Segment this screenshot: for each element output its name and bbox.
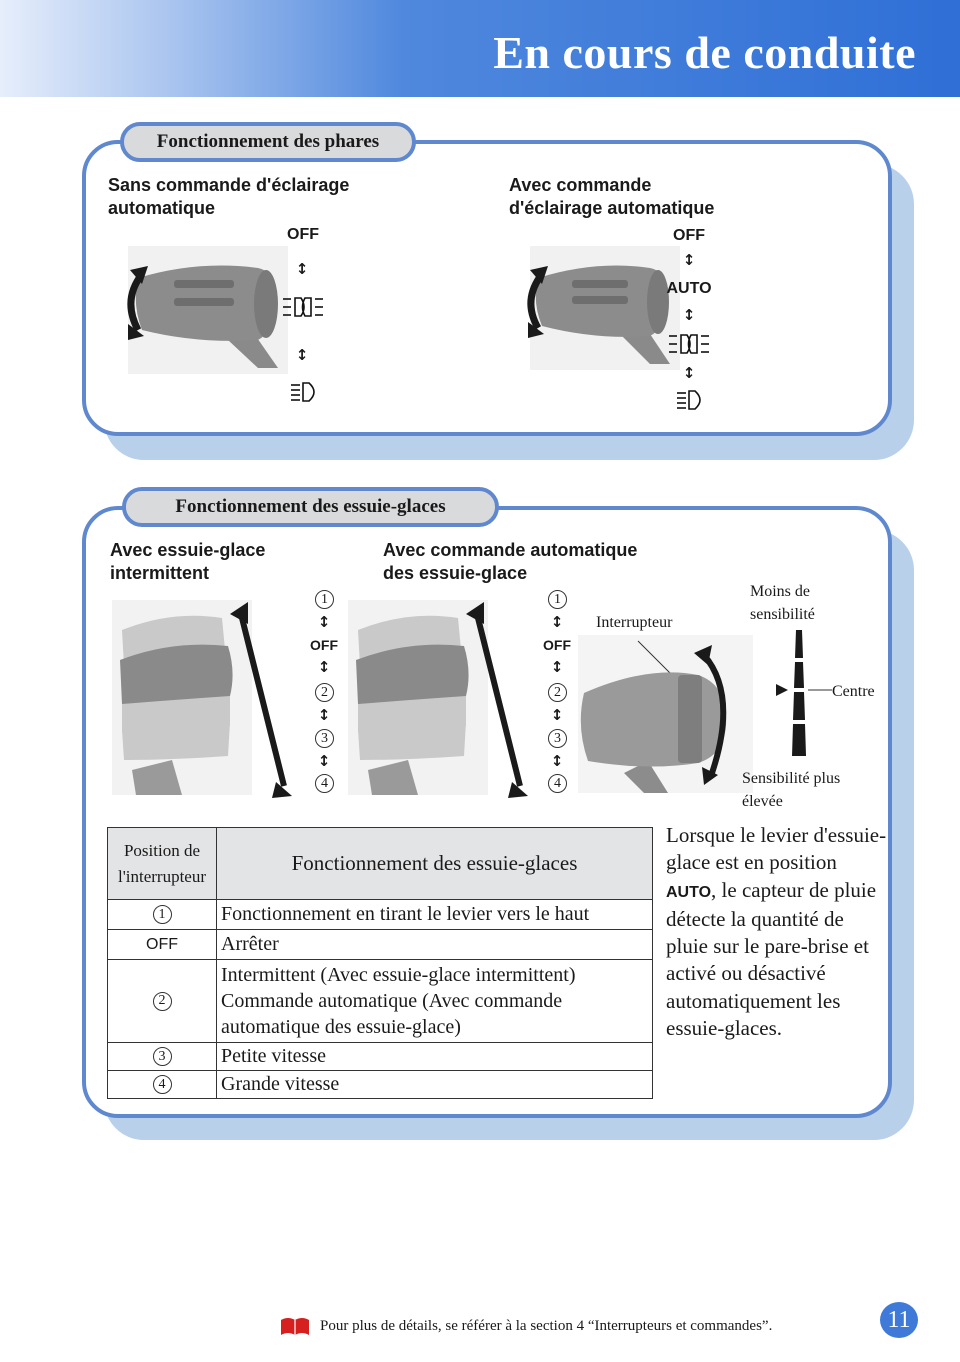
wiper-right-pos-3: 3 [548, 729, 567, 748]
table-cell-position [108, 1043, 217, 1071]
centre-label: Centre [832, 683, 875, 700]
description-text-before: Lorsque le levier d'essuie-glace est en position [666, 823, 887, 875]
page-number: 11 [880, 1302, 918, 1338]
updown-arrow-icon: ↕ [682, 306, 696, 324]
headlights-tab: Fonctionnement des phares [120, 122, 416, 162]
headlights-right-title-line2: d'éclairage automatique [509, 198, 715, 218]
sensibilite-plus-label [742, 767, 840, 813]
interrupteur-label: Interrupteur [596, 614, 673, 631]
position-4-badge: 4 [153, 1075, 172, 1094]
updown-arrow-icon: ↕ [317, 706, 331, 724]
table-cell-line: Commande automatique (Avec commande [221, 990, 563, 1012]
table-row [108, 1043, 653, 1071]
sensibilite-plus-line1: Sensibilité plus [742, 770, 841, 787]
headlight-icon [289, 380, 321, 404]
headlight-icon [675, 388, 707, 412]
table-cell-position [108, 1071, 217, 1099]
book-icon [280, 1316, 310, 1336]
page-header [0, 0, 960, 97]
wiper-right-pos-4: 4 [548, 774, 567, 793]
wiper-positions-table [107, 827, 653, 1099]
wipers-tab: Fonctionnement des essuie-glaces [122, 487, 499, 527]
position-2-badge: 2 [153, 992, 172, 1011]
wipers-right-title-line1: Avec commande automatique [383, 540, 638, 560]
wipers-right-title [383, 539, 637, 585]
wiper-right-pos-1: 1 [548, 590, 567, 609]
table-cell-position [108, 900, 217, 930]
moins-sensibilite-line1: Moins de [750, 583, 810, 600]
footer-reference [280, 1316, 772, 1336]
wiper-left-pos-1: 1 [315, 590, 334, 609]
table-header-position-line2: l'interrupteur [117, 866, 207, 886]
table-cell-line: Intermittent (Avec essuie-glace intermittent) [221, 964, 576, 986]
wiper-lever-illustration [112, 600, 302, 800]
wiper-right-pos-2: 2 [548, 683, 567, 702]
table-cell-line: automatique des essuie-glace) [221, 1016, 461, 1038]
table-header-position [108, 828, 217, 900]
wiper-left-pos-3: 3 [315, 729, 334, 748]
updown-arrow-icon: ↕ [682, 364, 696, 382]
table-header-position-line1: Position de [123, 840, 201, 860]
updown-arrow-icon: ↕ [317, 752, 331, 770]
updown-arrow-icon: ↕ [682, 251, 696, 269]
headlights-left-title-line1: Sans commande d'éclairage [108, 175, 350, 195]
page-title: En cours de conduite [493, 27, 916, 78]
wipers-left-title-line2: intermittent [110, 563, 209, 583]
table-cell-position [108, 960, 217, 1043]
wipers-left-title [110, 539, 265, 585]
auto-mark: AUTO [666, 883, 712, 901]
parking-light-icon [667, 331, 711, 357]
position-3-badge: 3 [153, 1047, 172, 1066]
updown-arrow-icon: ↕ [550, 658, 564, 676]
table-row [108, 1071, 653, 1099]
table-cell-function: Grande vitesse [217, 1071, 653, 1099]
auto-wiper-description [666, 822, 891, 1042]
updown-arrow-icon: ↕ [295, 260, 309, 278]
updown-arrow-icon: ↕ [550, 752, 564, 770]
sensitivity-scale-icon [776, 628, 836, 760]
updown-arrow-icon: ↕ [317, 658, 331, 676]
table-cell-function [217, 960, 653, 1043]
wipers-right-title-line2: des essuie-glace [383, 563, 528, 583]
updown-arrow-icon: ↕ [317, 613, 331, 631]
headlight-right-pos-auto: AUTO [666, 280, 712, 297]
wiper-left-pos-4: 4 [315, 774, 334, 793]
table-row [108, 960, 653, 1043]
sensibilite-plus-line2: élevée [742, 793, 783, 810]
headlights-right-title-line1: Avec commande [509, 175, 652, 195]
footer-text: Pour plus de détails, se référer à la section 4 “Interrupteurs et commandes”. [320, 1317, 773, 1334]
table-row [108, 900, 653, 930]
headlight-right-pos-off: OFF [673, 227, 705, 244]
headlight-left-pos-off: OFF [287, 226, 319, 243]
table-cell-position: OFF [108, 930, 217, 960]
moins-sensibilite-line2: sensibilité [750, 606, 815, 623]
table-header-row [108, 828, 653, 900]
updown-arrow-icon: ↕ [550, 706, 564, 724]
wiper-left-pos-2: 2 [315, 683, 334, 702]
table-header-function: Fonctionnement des essuie-glaces [217, 828, 653, 900]
wiper-left-pos-off: OFF [310, 637, 338, 653]
wipers-left-title-line1: Avec essuie-glace [110, 540, 266, 560]
table-cell-function: Arrêter [217, 930, 653, 960]
position-1-badge: 1 [153, 905, 172, 924]
auto-headlight-lever-illustration [510, 240, 680, 375]
description-text-after: , le capteur de pluie détecte la quantité de pluie sur le pare-brise et activé ou désactivé automatiquement les essuie-glaces. [666, 877, 877, 1041]
table-cell-function: Fonctionnement en tirant le levier vers le haut [217, 900, 653, 930]
table-row [108, 930, 653, 960]
headlights-right-title [509, 174, 714, 220]
moins-sensibilite-label [750, 580, 815, 626]
table-cell-function: Petite vitesse [217, 1043, 653, 1071]
headlights-left-title-line2: automatique [108, 198, 216, 218]
wiper-right-pos-off: OFF [543, 637, 571, 653]
headlight-lever-illustration [108, 240, 288, 380]
wiper-switch-closeup-illustration [578, 635, 753, 795]
auto-wiper-lever-illustration [348, 600, 538, 800]
parking-light-icon [281, 294, 325, 320]
updown-arrow-icon: ↕ [295, 346, 309, 364]
headlights-left-title [108, 174, 349, 220]
updown-arrow-icon: ↕ [550, 613, 564, 631]
